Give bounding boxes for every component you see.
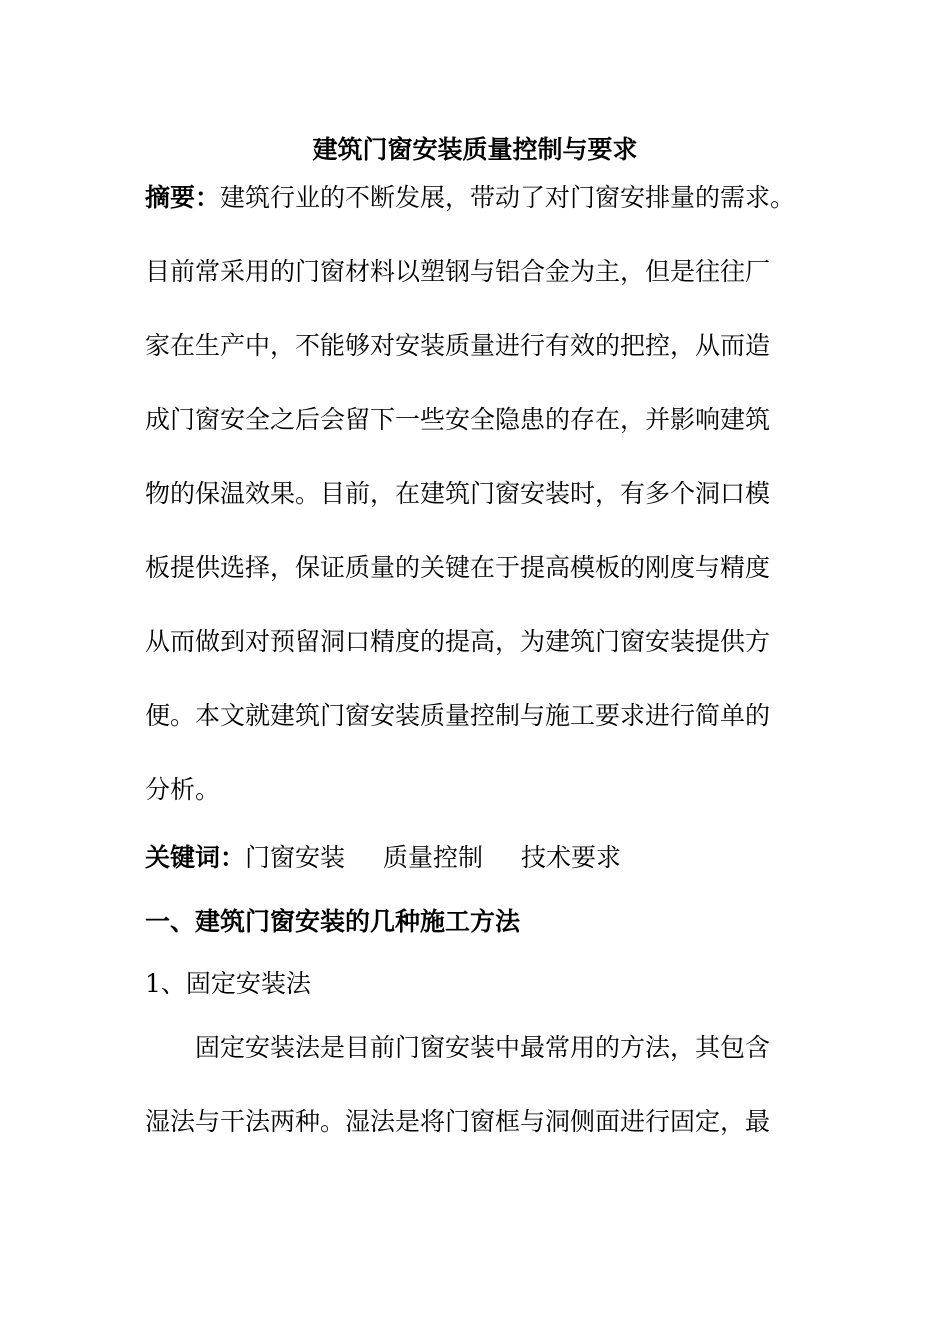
abstract-line-1: [145, 180, 795, 216]
abstract-line-8: 便。本文就建筑门窗安装质量控制与施工要求进行简单的: [145, 701, 771, 730]
abstract-line-9: 分析。: [145, 775, 221, 804]
keyword-item: 门窗安装: [245, 843, 346, 872]
abstract-line-6: 板提供选择，保证质量的关键在于提高模板的刚度与精度: [145, 553, 771, 582]
paragraph-line-2: 湿法与干法两种。湿法是将门窗框与洞侧面进行固定，最: [145, 1107, 771, 1136]
abstract-line-7: 从而做到对预留洞口精度的提高，为建筑门窗安装提供方: [145, 627, 771, 656]
section-heading: 一、建筑门窗安装的几种施工方法: [145, 907, 521, 936]
abstract-line-3: 家在生产中，不能够对安装质量进行有效的把控，从而造: [145, 331, 771, 360]
abstract-text: 建筑行业的不断发展，带动了对门窗安排量的需求。: [220, 183, 796, 212]
paragraph-line-1: 固定安装法是目前门窗安装中最常用的方法，其包含: [195, 1033, 771, 1062]
keyword-item: 技术要求: [521, 843, 622, 872]
subsection-heading: 1、固定安装法: [145, 969, 311, 998]
keywords-label: 关键词：: [145, 843, 246, 872]
abstract-line-4: 成门窗安全之后会留下一些安全隐患的存在，并影响建筑: [145, 405, 771, 434]
abstract-line-2: 目前常采用的门窗材料以塑钢与铝合金为主，但是往往厂: [145, 257, 771, 286]
keywords-line: [145, 840, 621, 876]
abstract-label: 摘要：: [145, 183, 221, 212]
document-title: 建筑门窗安装质量控制与要求: [312, 135, 638, 164]
abstract-line-5: 物的保温效果。目前，在建筑门窗安装时，有多个洞口模: [145, 479, 771, 508]
keyword-item: 质量控制: [383, 843, 484, 872]
